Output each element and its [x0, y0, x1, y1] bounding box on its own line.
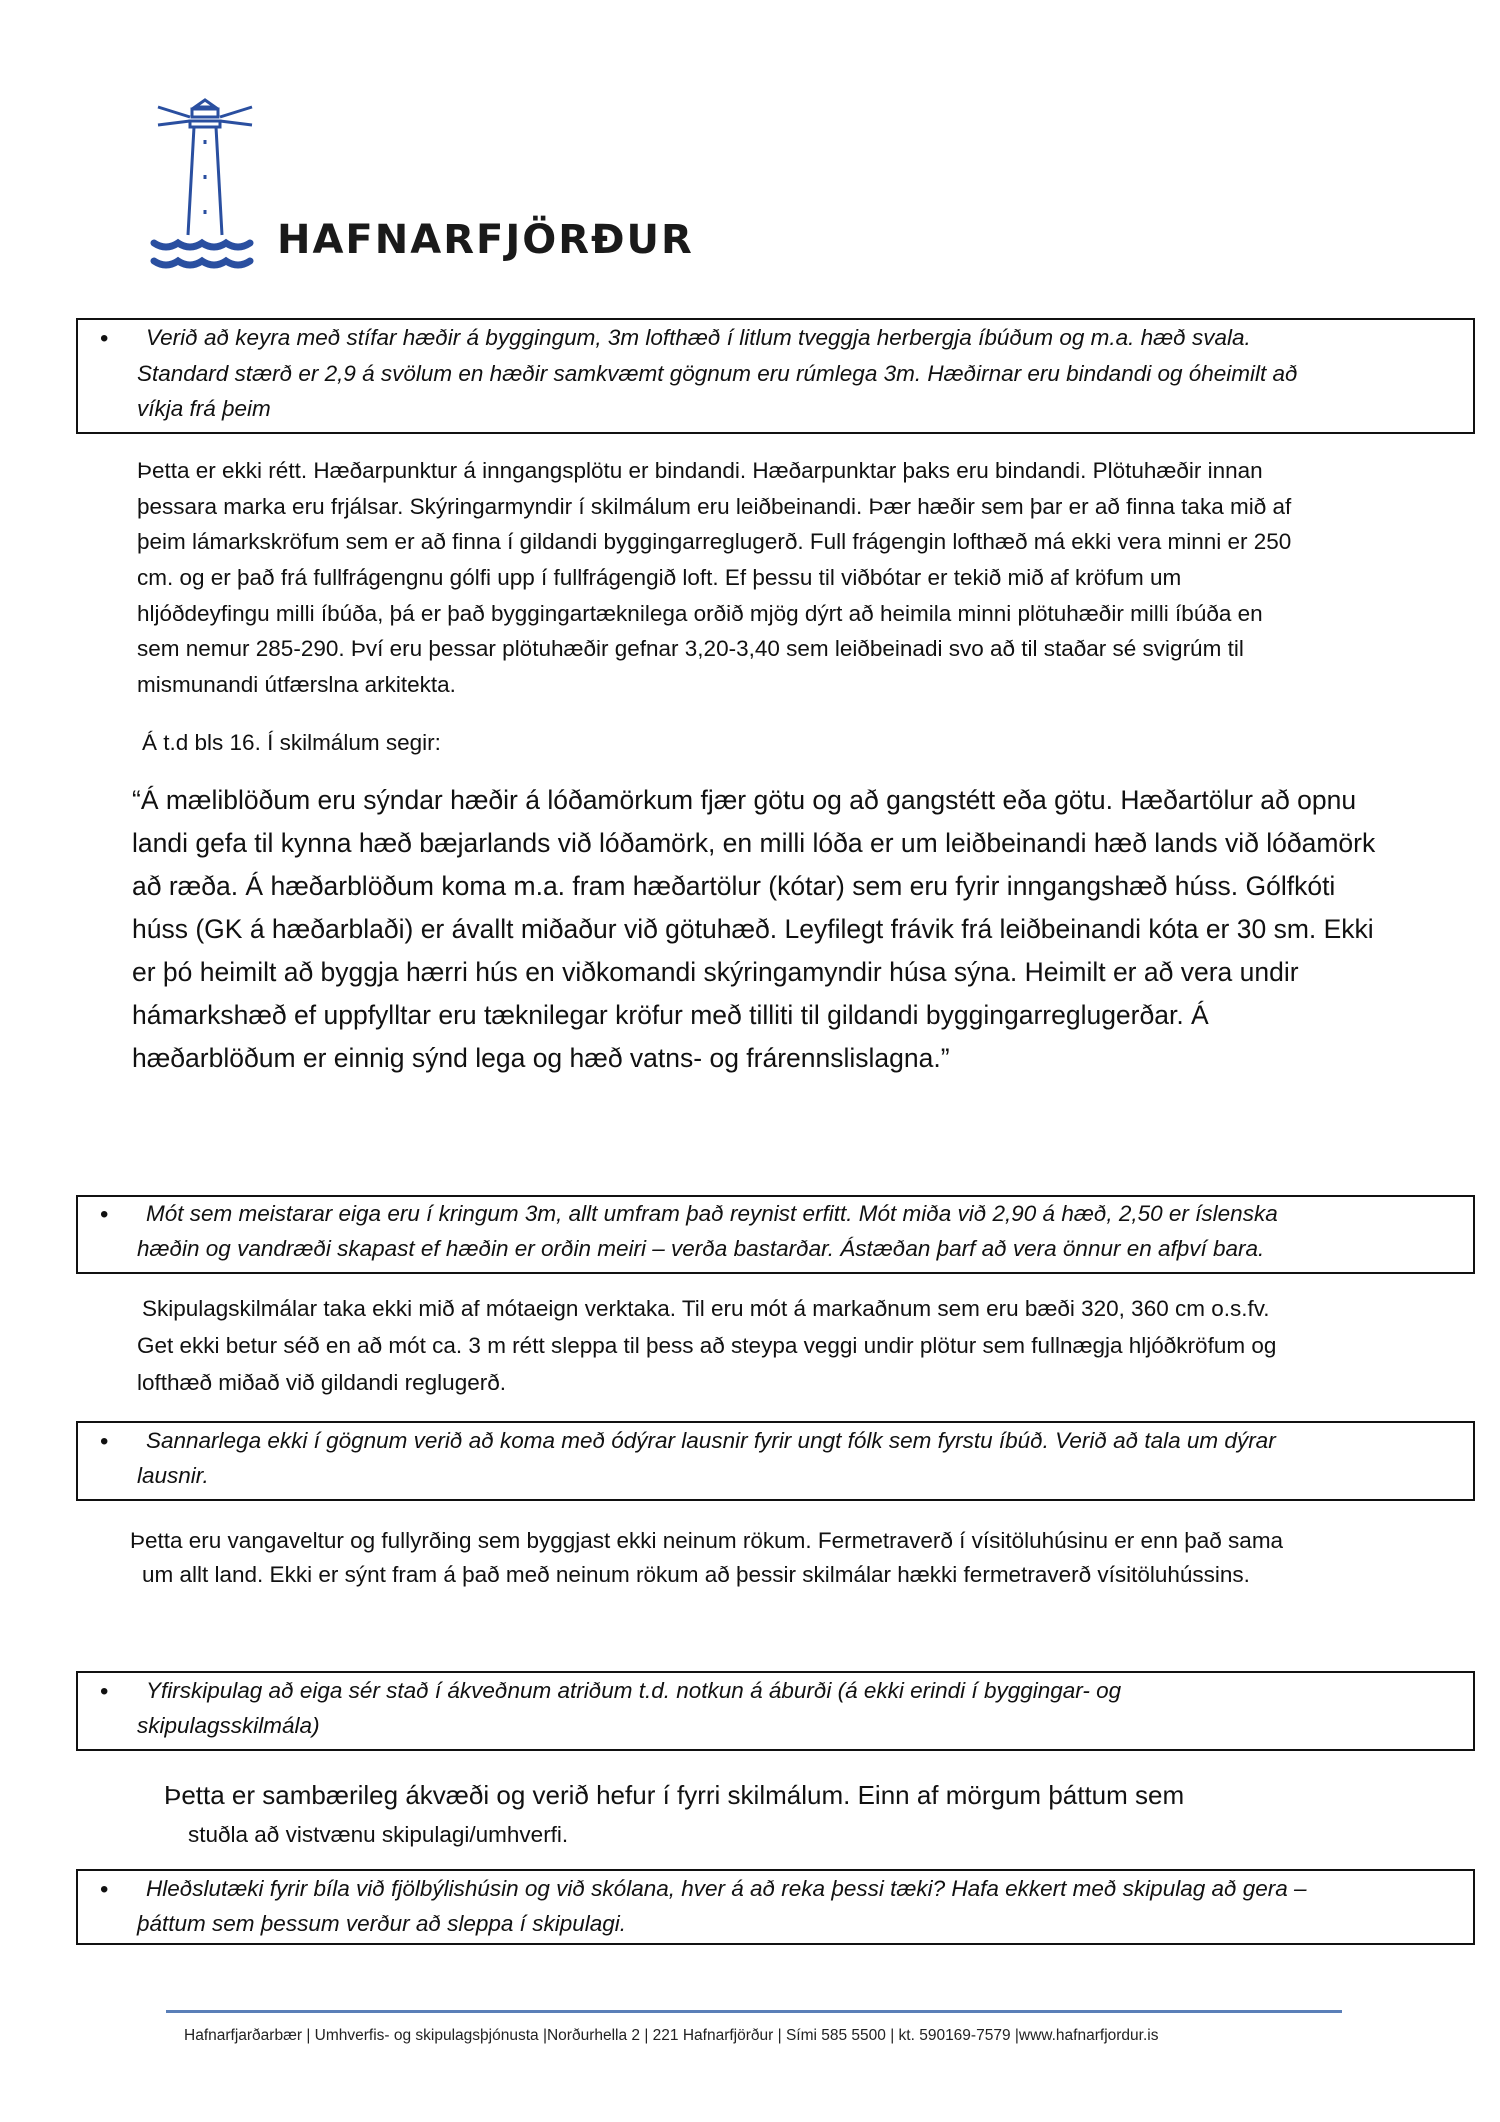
response-text-line: cm. og er það frá fullfrágengnu gólfi upp í fullfrágengið loft. Ef þessu til viðbótar er tekið mið af kröfum um [137, 565, 1182, 590]
response-text-line: Þetta er sambærileg ákvæði og verið hefur í fyrri skilmálum. Einn af mörgum þáttum sem [164, 1780, 1185, 1810]
comment-text-line: lausnir. [137, 1463, 209, 1488]
comment-text-line: Standard stærð er 2,9 á svölum en hæðir samkvæmt gögnum eru rúmlega 3m. Hæðirnar eru bindandi og óheimilt að [137, 361, 1298, 386]
footer-contact: Hafnarfjarðarbær | Umhverfis- og skipulagsþjónusta |Norðurhella 2 | 221 Hafnarfjörður | Sími 585 5500 | kt. 590169-7579 |www.hafnarfjordur.is [184, 2027, 1159, 2044]
hafnarfjordur-logo [150, 95, 694, 275]
logo-text: HAFNARFJÖRÐUR [277, 217, 694, 263]
footer-divider [166, 2010, 1342, 2013]
bullet-icon: • [100, 1678, 109, 1705]
bullet-icon: • [100, 325, 109, 352]
comment-text-line: þáttum sem þessum verður að sleppa í skipulagi. [137, 1911, 626, 1936]
comment-text-line: Hleðslutæki fyrir bíla við fjölbýlishúsin og við skólana, hver á að reka þessi tæki? Hafa ekkert með skipulag að gera – [146, 1876, 1307, 1901]
quote-text-line: að ræða. Á hæðarblöðum koma m.a. fram hæðartölur (kótar) sem eru fyrir inngangshæð húss. Gólfkóti [132, 871, 1336, 901]
response-text-line: lofthæð miðað við gildandi reglugerð. [137, 1370, 506, 1395]
comment-text-line: Yfirskipulag að eiga sér stað í ákveðnum atriðum t.d. notkun á áburði (á ekki erindi í byggingar- og [146, 1678, 1122, 1703]
quote-text-line: hámarkshæð ef uppfylltar eru tæknilegar kröfur með tilliti til gildandi byggingarreglugerðar. Á [132, 1000, 1209, 1030]
quote-text-line: landi gefa til kynna hæð bæjarlands við lóðamörk, en milli lóða er um leiðbeinandi hæð lands við lóðamörk [132, 828, 1376, 858]
bullet-icon: • [100, 1428, 109, 1455]
comment-text-line: skipulagsskilmála) [137, 1713, 320, 1738]
comment-text-line: víkja frá þeim [137, 396, 271, 421]
quote-text-line: “Á mæliblöðum eru sýndar hæðir á lóðamörkum fjær götu og að gangstétt eða götu. Hæðartölur að opnu [132, 785, 1357, 815]
comment-text-line: Verið að keyra með stífar hæðir á byggingum, 3m lofthæð í litlum tveggja herbergja íbúðum og m.a. hæð svala. [146, 325, 1251, 350]
response-text-line: Þetta er ekki rétt. Hæðarpunktur á inngangsplötu er bindandi. Hæðarpunktar þaks eru bindandi. Plötuhæðir innan [137, 458, 1263, 483]
comment-text-line: Sannarlega ekki í gögnum verið að koma með ódýrar lausnir fyrir ungt fólk sem fyrstu íbúð. Verið að tala um dýrar [146, 1428, 1276, 1453]
comment-text-line: Mót sem meistarar eiga eru í kringum 3m, allt umfram það reynist erfitt. Mót miða við 2,90 á hæð, 2,50 er íslenska [146, 1201, 1278, 1226]
response-text-line: þeim lámarkskröfum sem er að finna í gildandi byggingarreglugerð. Full frágengin lofthæð má ekki vera minni er 250 [137, 529, 1292, 554]
response-text-line: stuðla að vistvænu skipulagi/umhverfi. [188, 1822, 569, 1847]
bullet-icon: • [100, 1876, 109, 1903]
response-text-line: Þetta eru vangaveltur og fullyrðing sem byggjast ekki neinum rökum. Fermetraverð í vísitöluhúsinu er enn það sama [130, 1528, 1284, 1553]
response-text-line: Á t.d bls 16. Í skilmálum segir: [142, 730, 441, 755]
response-text-line: Get ekki betur séð en að mót ca. 3 m rétt sleppa til þess að steypa veggi undir plötur sem fullnægja hljóðkröfum og [137, 1333, 1277, 1358]
lighthouse-icon [150, 95, 260, 275]
response-text-line: Skipulagskilmálar taka ekki mið af mótaeign verktaka. Til eru mót á markaðnum sem eru bæði 320, 360 cm o.s.fv. [142, 1296, 1270, 1321]
response-text-line: hljóðdeyfingu milli íbúða, þá er það byggingartæknilega orðið mjög dýrt að heimila minni plötuhæðir milli íbúða en [137, 601, 1263, 626]
comment-text-line: hæðin og vandræði skapast ef hæðin er orðin meiri – verða bastarðar. Ástæðan þarf að vera önnur en afþví bara. [137, 1236, 1265, 1261]
quote-text-line: húss (GK á hæðarblaði) er ávallt miðaður við götuhæð. Leyfilegt frávik frá leiðbeinandi kóta er 30 sm. Ekki [132, 914, 1374, 944]
quote-text-line: hæðarblöðum er einnig sýnd lega og hæð vatns- og frárennslislagna.” [132, 1043, 950, 1073]
quote-text-line: er þó heimilt að byggja hærri hús en viðkomandi skýringamyndir húsa sýna. Heimilt er að vera undir [132, 957, 1299, 987]
bullet-icon: • [100, 1201, 109, 1228]
response-text-line: sem nemur 285-290. Því eru þessar plötuhæðir gefnar 3,20-3,40 sem leiðbeinadi svo að til staðar sé svigrúm til [137, 636, 1244, 661]
response-text-line: um allt land. Ekki er sýnt fram á það með neinum rökum að þessir skilmálar hækki fermetraverð vísitöluhússins. [142, 1562, 1250, 1587]
response-text-line: mismunandi útfærslna arkitekta. [137, 672, 456, 697]
response-text-line: þessara marka eru frjálsar. Skýringarmyndir í skilmálum eru leiðbeinandi. Þær hæðir sem þar er að finna taka mið af [137, 494, 1292, 519]
